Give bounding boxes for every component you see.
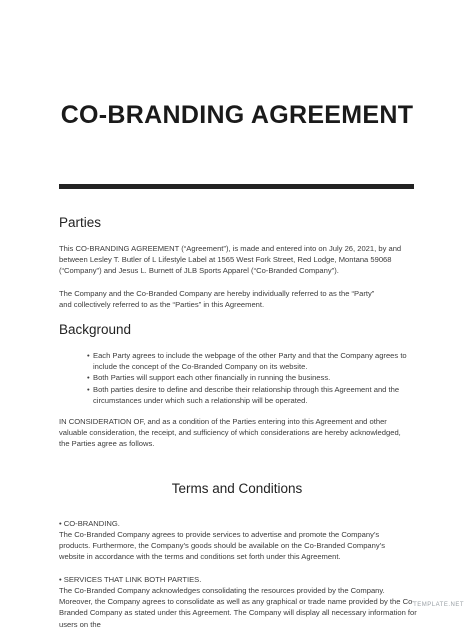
title-divider — [59, 184, 414, 189]
cobranding-paragraph: The Co-Branded Company agrees to provide services to advertise and promote the Company’s products. Furthermore, the Company’s goods should be available on the Co-Branded Company’s website in accordance with the terms and conditions set forth under this Agreement. — [59, 530, 386, 562]
list-item: • Each Party agrees to include the webpage of the other Party and that the Company agrees to include the concept of the Co-Branded Company on its website. — [89, 350, 409, 372]
document-title: CO-BRANDING AGREEMENT — [60, 101, 414, 129]
cobranding-label: • CO-BRANDING. — [59, 519, 120, 528]
parties-paragraph-2: The Company and the Co-Branded Company are hereby individually referred to as the “Party” and collectively referred to as the “Parties” in this Agreement. — [59, 289, 375, 310]
section-heading-terms: Terms and Conditions — [171, 481, 303, 496]
background-bullet-list — [89, 350, 409, 406]
watermark: TEMPLATE.NET — [413, 602, 464, 608]
list-item: • Both Parties will support each other financially in running the business. — [89, 372, 409, 383]
parties-paragraph-1: This CO-BRANDING AGREEMENT (“Agreement”), is made and entered into on July 26, 2021, by and between Lesley T. Butler of L Lifestyle Label at 1565 West Fork Street, Red Lodge, Montana 59068 (“Company”) and Jesus L. Burnett of JLB Sports Apparel (“Co-Branded Company”). — [59, 244, 402, 276]
section-heading-parties: Parties — [59, 215, 102, 230]
section-heading-background: Background — [59, 322, 132, 337]
list-item: • Both parties desire to define and describe their relationship through this Agreement and the circumstances under which such a relationship will be operated. — [89, 384, 409, 406]
consideration-paragraph: IN CONSIDERATION OF, and as a condition of the Parties entering into this Agreement and other valuable consideration, the receipt, and sufficiency of which considerations are hereby acknowledged, the Parties agree as follows. — [59, 417, 401, 449]
services-paragraph: The Co-Branded Company acknowledges consolidating the resources provided by the Company. Moreover, the Company agrees to consolidate as well as any graphical or trade name provided by the Co-Branded Company as stated under this Agreement. The Company will display all necessary information for users on the — [59, 586, 417, 629]
services-label: • SERVICES THAT LINK BOTH PARTIES. — [59, 575, 202, 584]
